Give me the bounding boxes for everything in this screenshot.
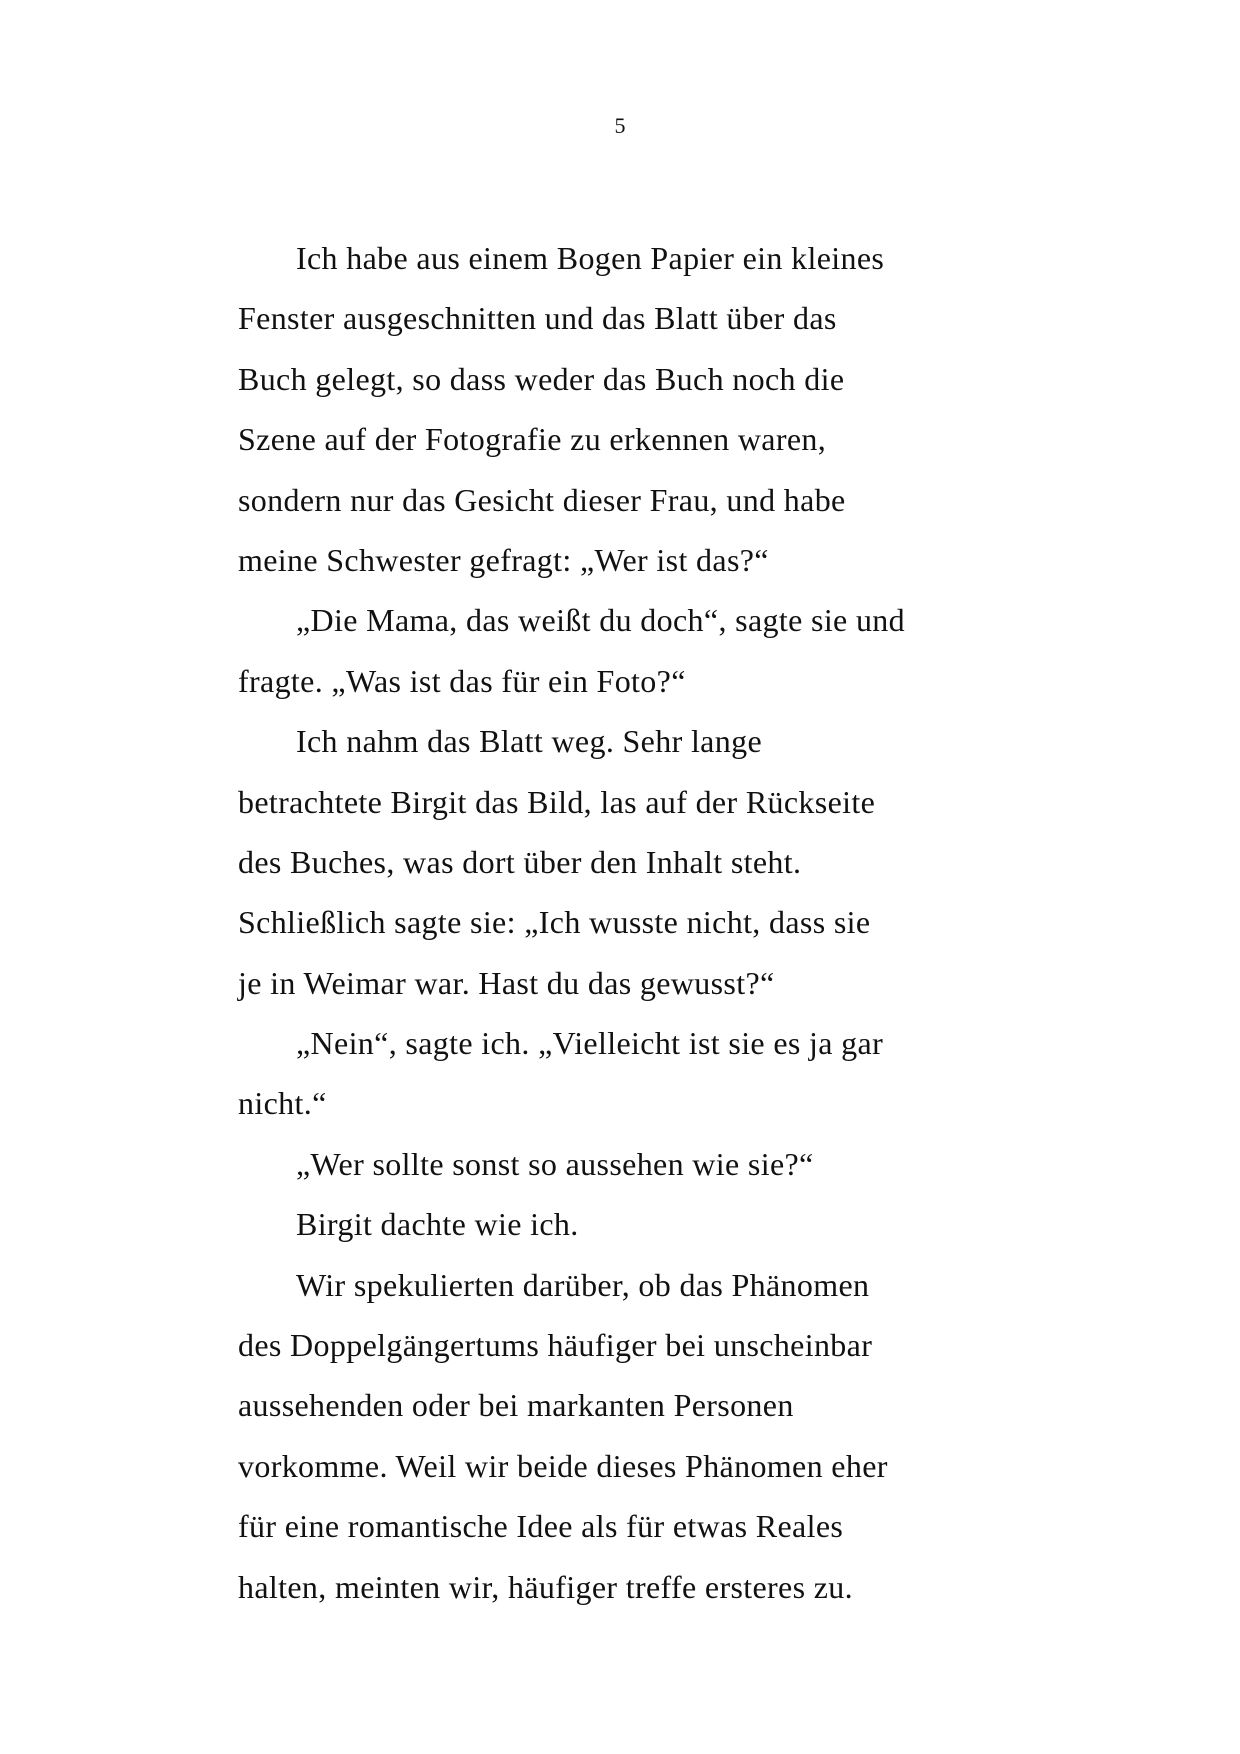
text-line: Wir spekulierten darüber, ob das Phänomen bbox=[296, 1266, 870, 1303]
text-line: je in Weimar war. Hast du das gewusst?“ bbox=[238, 964, 775, 1001]
text-line: für eine romantische Idee als für etwas Reales bbox=[238, 1508, 844, 1545]
text-line: fragte. „Was ist das für ein Foto?“ bbox=[238, 662, 686, 699]
page-number: 5 bbox=[614, 113, 626, 138]
text-line: Birgit dachte wie ich. bbox=[296, 1206, 579, 1243]
text-line: Fenster ausgeschnitten und das Blatt über das bbox=[238, 300, 837, 337]
text-line: betrachtete Birgit das Bild, las auf der Rückseite bbox=[238, 783, 876, 820]
text-line: Buch gelegt, so dass weder das Buch noch die bbox=[238, 360, 845, 397]
text-line: Szene auf der Fotografie zu erkennen waren, bbox=[238, 421, 827, 458]
text-line: Ich nahm das Blatt weg. Sehr lange bbox=[296, 723, 762, 760]
text-line: nicht.“ bbox=[238, 1085, 327, 1122]
text-line: vorkomme. Weil wir beide dieses Phänomen eher bbox=[238, 1447, 888, 1484]
text-line: aussehenden oder bei markanten Personen bbox=[238, 1387, 794, 1424]
text-line: des Doppelgängertums häufiger bei unscheinbar bbox=[238, 1327, 873, 1364]
text-line: „Nein“, sagte ich. „Vielleicht ist sie es ja gar bbox=[296, 1025, 884, 1062]
text-line: halten, meinten wir, häufiger treffe ersteres zu. bbox=[238, 1568, 854, 1605]
text-line: meine Schwester gefragt: „Wer ist das?“ bbox=[238, 541, 769, 578]
text-line: „Die Mama, das weißt du doch“, sagte sie und bbox=[296, 602, 906, 639]
text-line: Schließlich sagte sie: „Ich wusste nicht, dass sie bbox=[238, 904, 871, 941]
text-line: des Buches, was dort über den Inhalt steht. bbox=[238, 843, 802, 880]
text-line: Ich habe aus einem Bogen Papier ein kleines bbox=[296, 240, 885, 276]
text-line: „Wer sollte sonst so aussehen wie sie?“ bbox=[296, 1145, 814, 1182]
text-line: sondern nur das Gesicht dieser Frau, und habe bbox=[238, 481, 846, 518]
body-text bbox=[238, 228, 1018, 1617]
